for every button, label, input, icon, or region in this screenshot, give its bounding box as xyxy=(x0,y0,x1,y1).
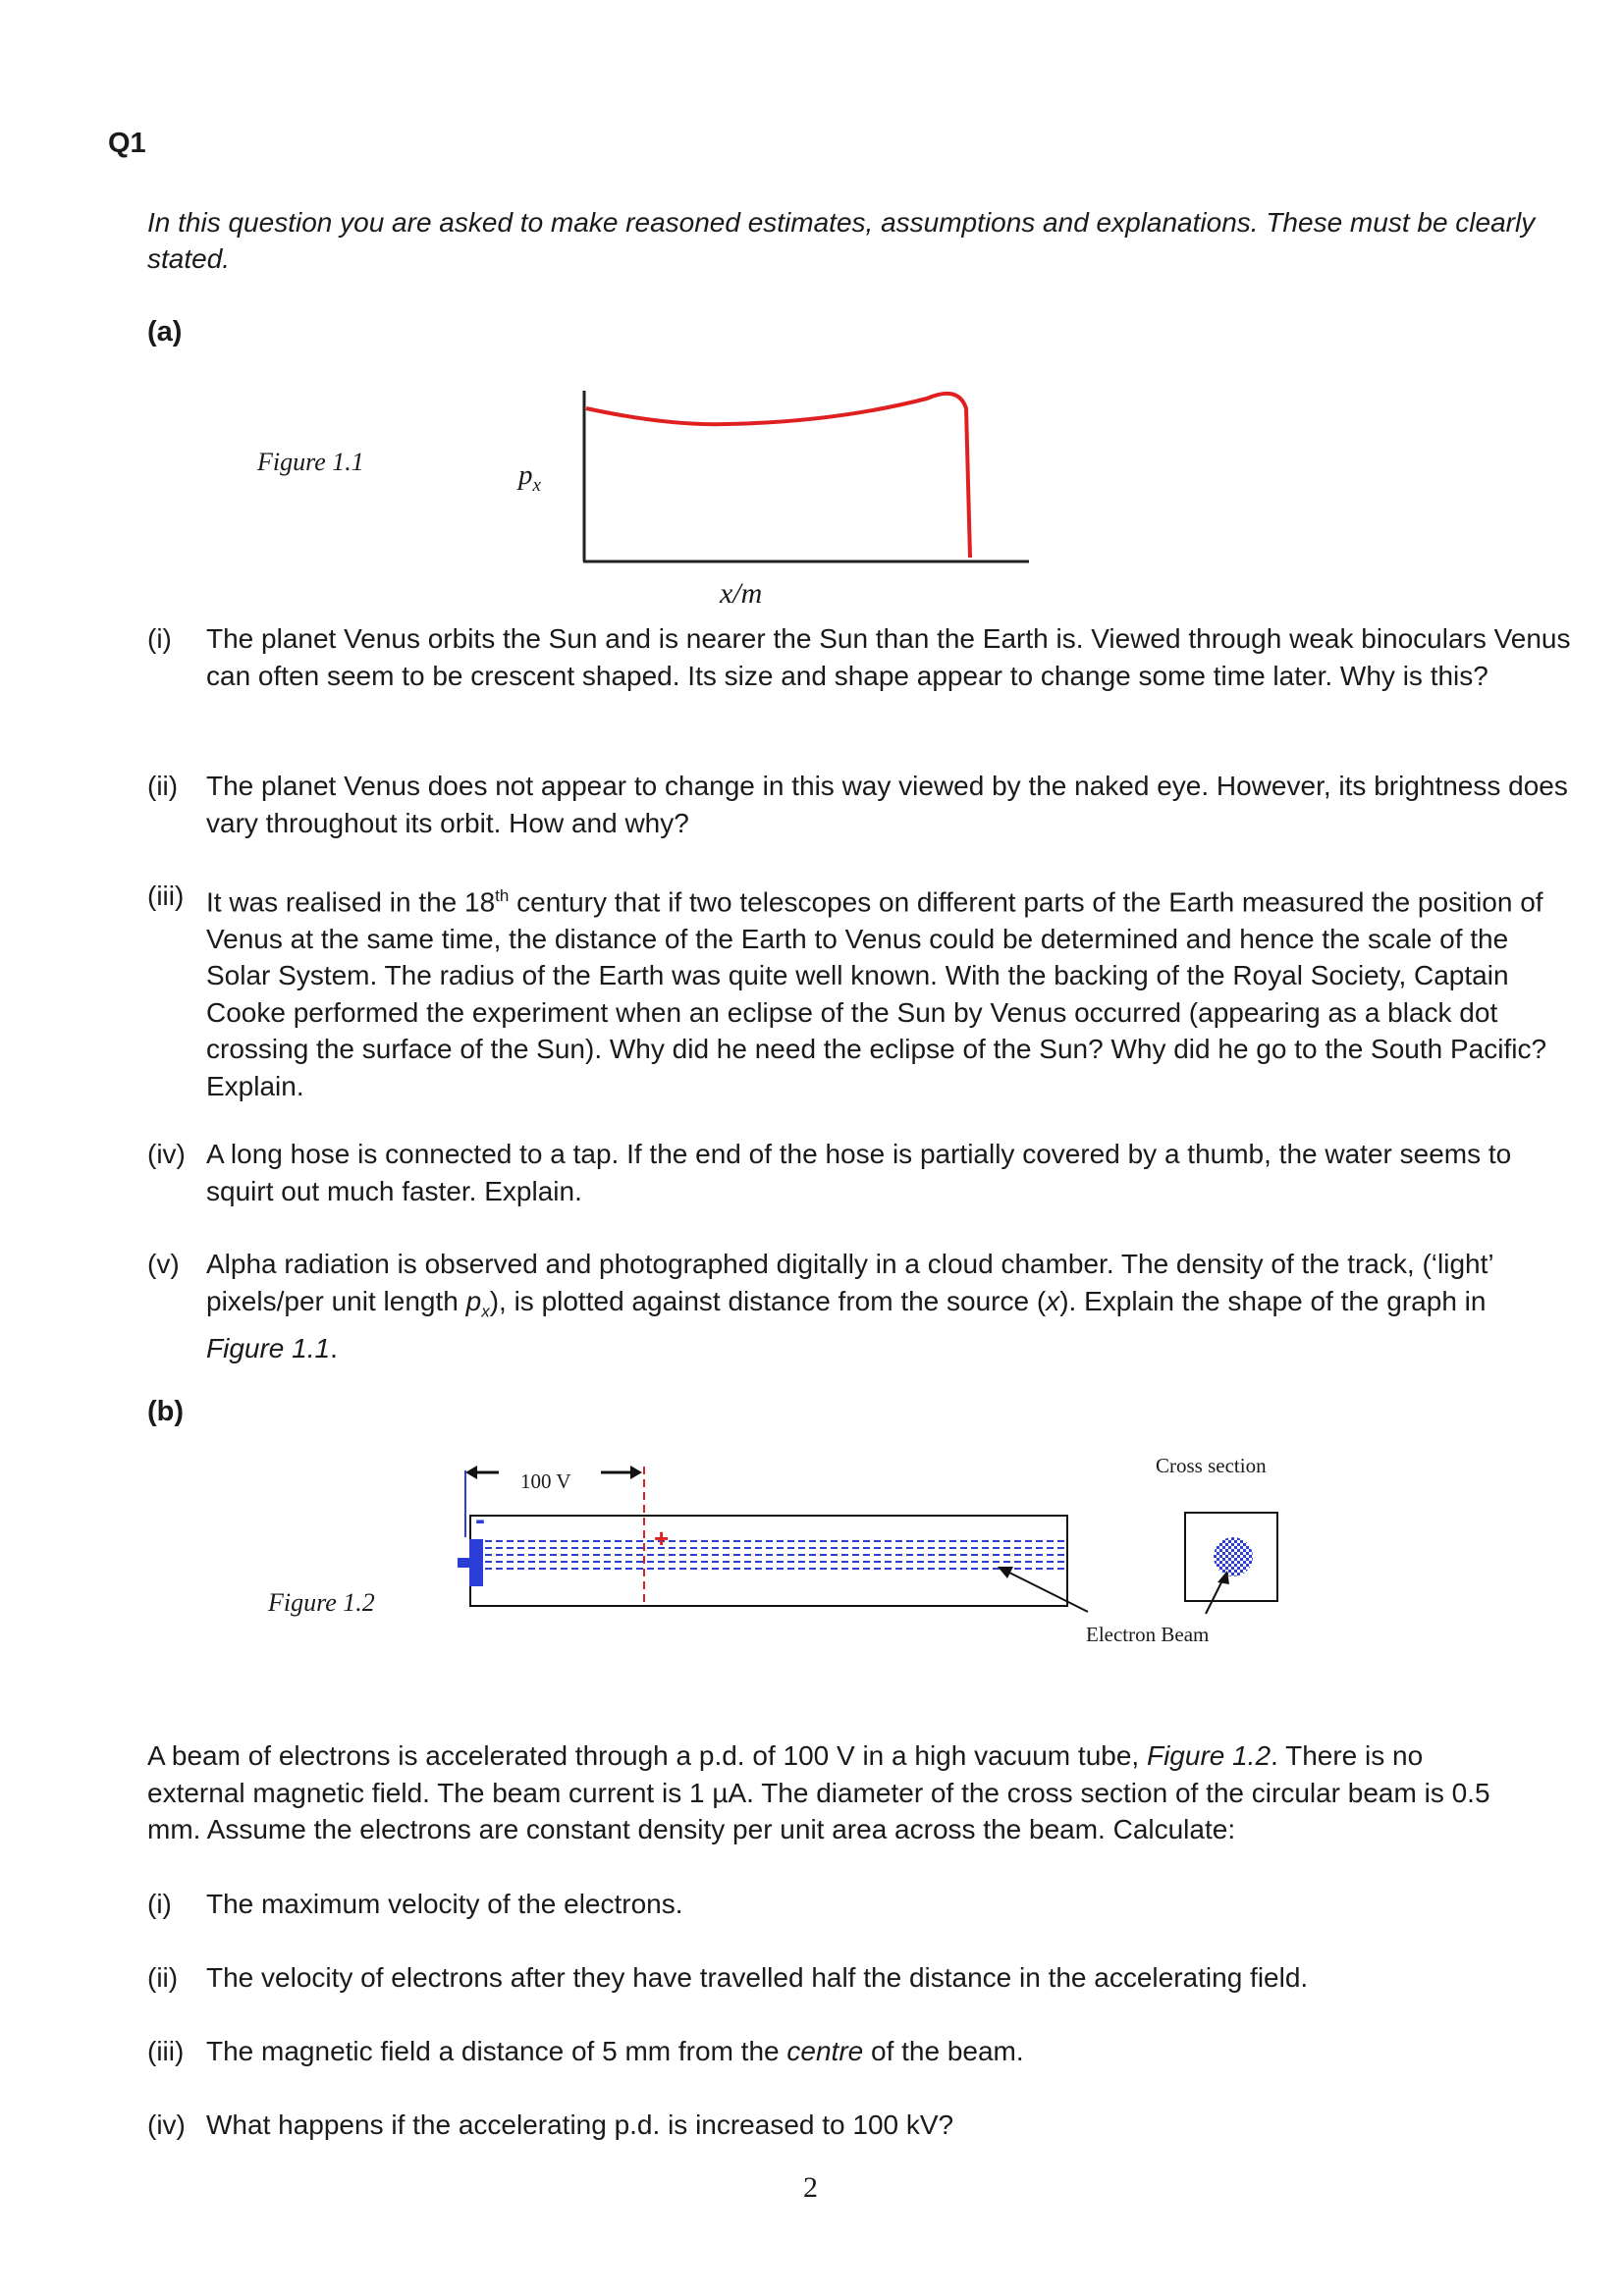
arrow-right-head xyxy=(630,1466,642,1479)
item-number: (ii) xyxy=(147,1962,179,1993)
item-number: (iii) xyxy=(147,881,185,911)
figure-1-1-svg xyxy=(0,0,1623,628)
vacuum-tube xyxy=(470,1516,1067,1606)
item-number: (i) xyxy=(147,623,172,654)
voltage-label: 100 V xyxy=(520,1469,571,1493)
question-label: Q1 xyxy=(108,128,146,159)
item-text: The maximum velocity of the electrons. xyxy=(206,1889,683,1919)
item-text: The magnetic field a distance of 5 mm from the centre of the beam. xyxy=(206,2036,1024,2066)
item-number: (i) xyxy=(147,1889,172,1919)
question-intro: In this question you are asked to make reasoned estimates, assumptions and explanations. These must be clearly stated. xyxy=(147,207,1536,274)
figure-1-2-label: Figure 1.2 xyxy=(268,1588,375,1617)
part-a-label: (a) xyxy=(147,316,183,347)
item-text: The planet Venus does not appear to change in this way viewed by the naked eye. However, its brightness does vary throughout its orbit. How and why? xyxy=(206,771,1568,838)
part-b-label: (b) xyxy=(147,1396,185,1427)
beam-pointer-line xyxy=(1005,1571,1088,1612)
cross-section-box xyxy=(1185,1513,1277,1601)
cross-section-label: Cross section xyxy=(1156,1454,1267,1477)
cross-section-pointer-line xyxy=(1206,1578,1223,1614)
item-number: (v) xyxy=(147,1249,180,1279)
beam-cross-section xyxy=(1214,1537,1253,1576)
item-number: (iii) xyxy=(147,2036,185,2066)
item-number: (iv) xyxy=(147,2109,186,2140)
item-text: Alpha radiation is observed and photographed digitally in a cloud chamber. The density of the track, (‘light’ pixels/per unit length $p_x$), is plotted against distance from the source (x). Explain the shape of the graph in Figure 1.1. xyxy=(206,1249,1493,1363)
item-text: It was realised in the 18th century that if two telescopes on different parts of the Earth measured the position of Venus at the same time, the distance of the Earth to Venus could be determined and hence the scale of the Solar System. The radius of the Earth was quite well known. With the backing of the Royal Society, Captain Cooke performed the experiment when an eclipse of the Sun by Venus occurred (appearing as a black dot crossing the surface of the Sun). Why did he need the eclipse of the Sun? Why did he go to the South Pacific? Explain. xyxy=(206,886,1547,1101)
part-b-paragraph: A beam of electrons is accelerated through a p.d. of 100 V in a high vacuum tube, Figure 1.2. There is no external magnetic field. The beam current is 1 µA. The diameter of the cross section of the circular beam is 0.5 mm. Assume the electrons are constant density per unit area across the beam. Calculate: xyxy=(147,1740,1490,1844)
figure-1-1-graph xyxy=(0,0,1623,628)
figure-1-1-label: Figure 1.1 xyxy=(257,448,364,476)
plus-sign: + xyxy=(654,1523,670,1553)
item-text: What happens if the accelerating p.d. is increased to 100 kV? xyxy=(206,2109,954,2140)
item-number: (ii) xyxy=(147,771,179,801)
y-axis-label: $p_x$ xyxy=(518,459,541,496)
cathode-plate xyxy=(469,1539,483,1586)
item-text: A long hose is connected to a tap. If the end of the hose is partially covered by a thumb, the water seems to squirt out much faster. Explain. xyxy=(206,1139,1512,1206)
item-number: (iv) xyxy=(147,1139,186,1169)
density-curve xyxy=(586,394,970,558)
electron-beam-label: Electron Beam xyxy=(1086,1623,1210,1646)
page-number: 2 xyxy=(803,2171,818,2204)
cathode-tab xyxy=(458,1558,471,1568)
cross-section-pointer-head xyxy=(1217,1571,1229,1584)
arrow-left-head xyxy=(465,1466,477,1479)
minus-sign: - xyxy=(475,1504,485,1536)
x-axis-label: x/m xyxy=(720,577,763,610)
beam-pointer-head xyxy=(998,1567,1013,1578)
item-text: The velocity of electrons after they have travelled half the distance in the accelerating field. xyxy=(206,1962,1309,1993)
item-text: The planet Venus orbits the Sun and is nearer the Sun than the Earth is. Viewed through weak binoculars Venus can often seem to be crescent shaped. Its size and shape appear to change some time later. Why is this? xyxy=(206,623,1571,691)
